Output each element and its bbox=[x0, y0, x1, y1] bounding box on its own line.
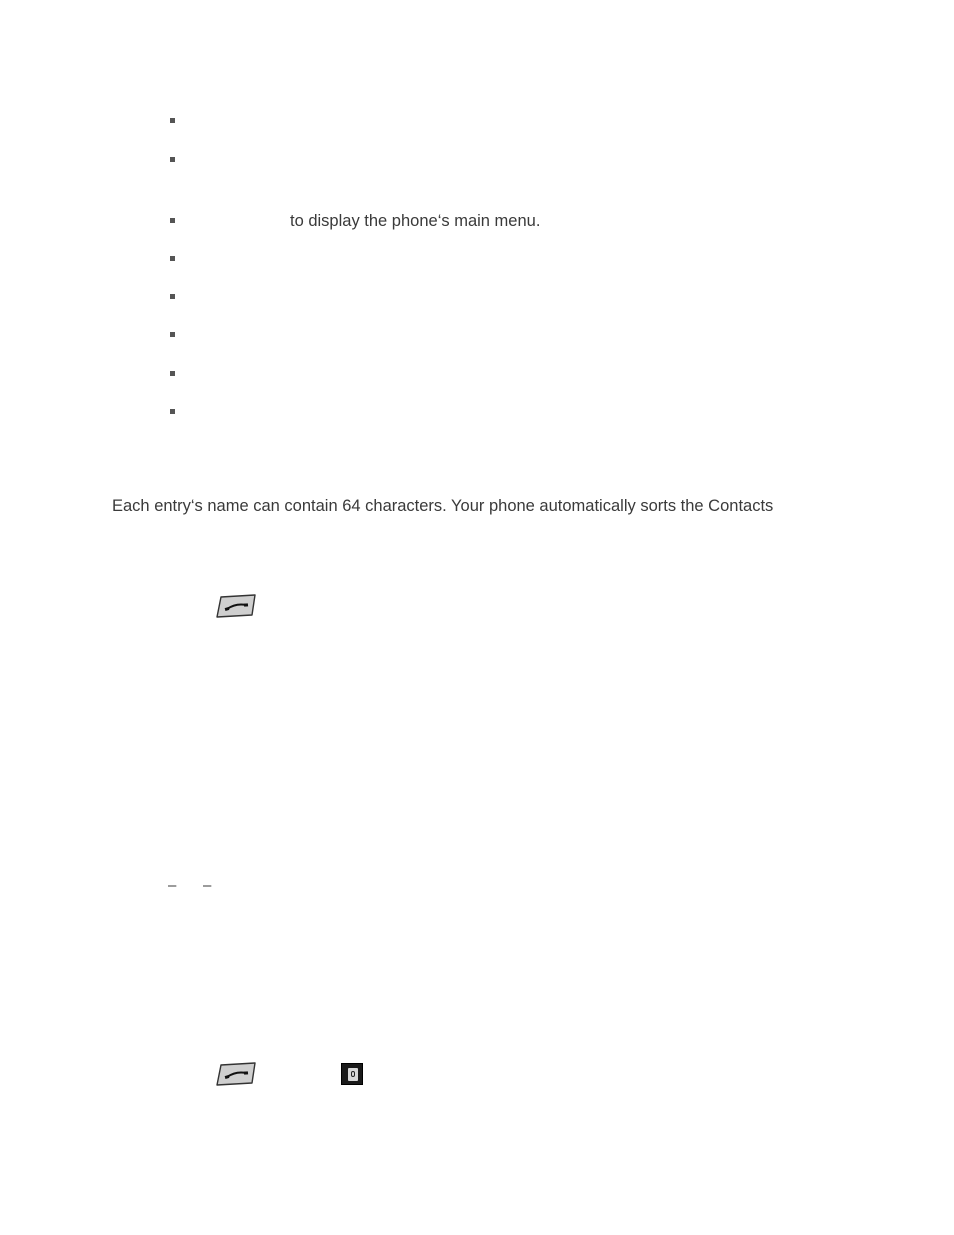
talk-key-icon bbox=[215, 594, 257, 618]
bullet-marker-3 bbox=[170, 218, 175, 223]
contacts-icon bbox=[341, 1063, 363, 1085]
contacts-intro-paragraph: Each entry‘s name can contain 64 characters. Your phone automatically sorts the Contacts bbox=[112, 497, 774, 515]
bullet-marker-1 bbox=[170, 118, 175, 123]
bullet-marker-6 bbox=[170, 332, 175, 337]
dash-2: – bbox=[203, 877, 212, 894]
bullet-marker-8 bbox=[170, 409, 175, 414]
bullet-marker-2 bbox=[170, 157, 175, 162]
contacts-icon-card bbox=[348, 1068, 358, 1081]
bullet-marker-7 bbox=[170, 371, 175, 376]
bullet-marker-4 bbox=[170, 256, 175, 261]
dash-1: – bbox=[168, 877, 177, 894]
bullet-text-main-menu: to display the phone‘s main menu. bbox=[290, 212, 541, 230]
talk-key-icon bbox=[215, 1062, 257, 1086]
bullet-marker-5 bbox=[170, 294, 175, 299]
